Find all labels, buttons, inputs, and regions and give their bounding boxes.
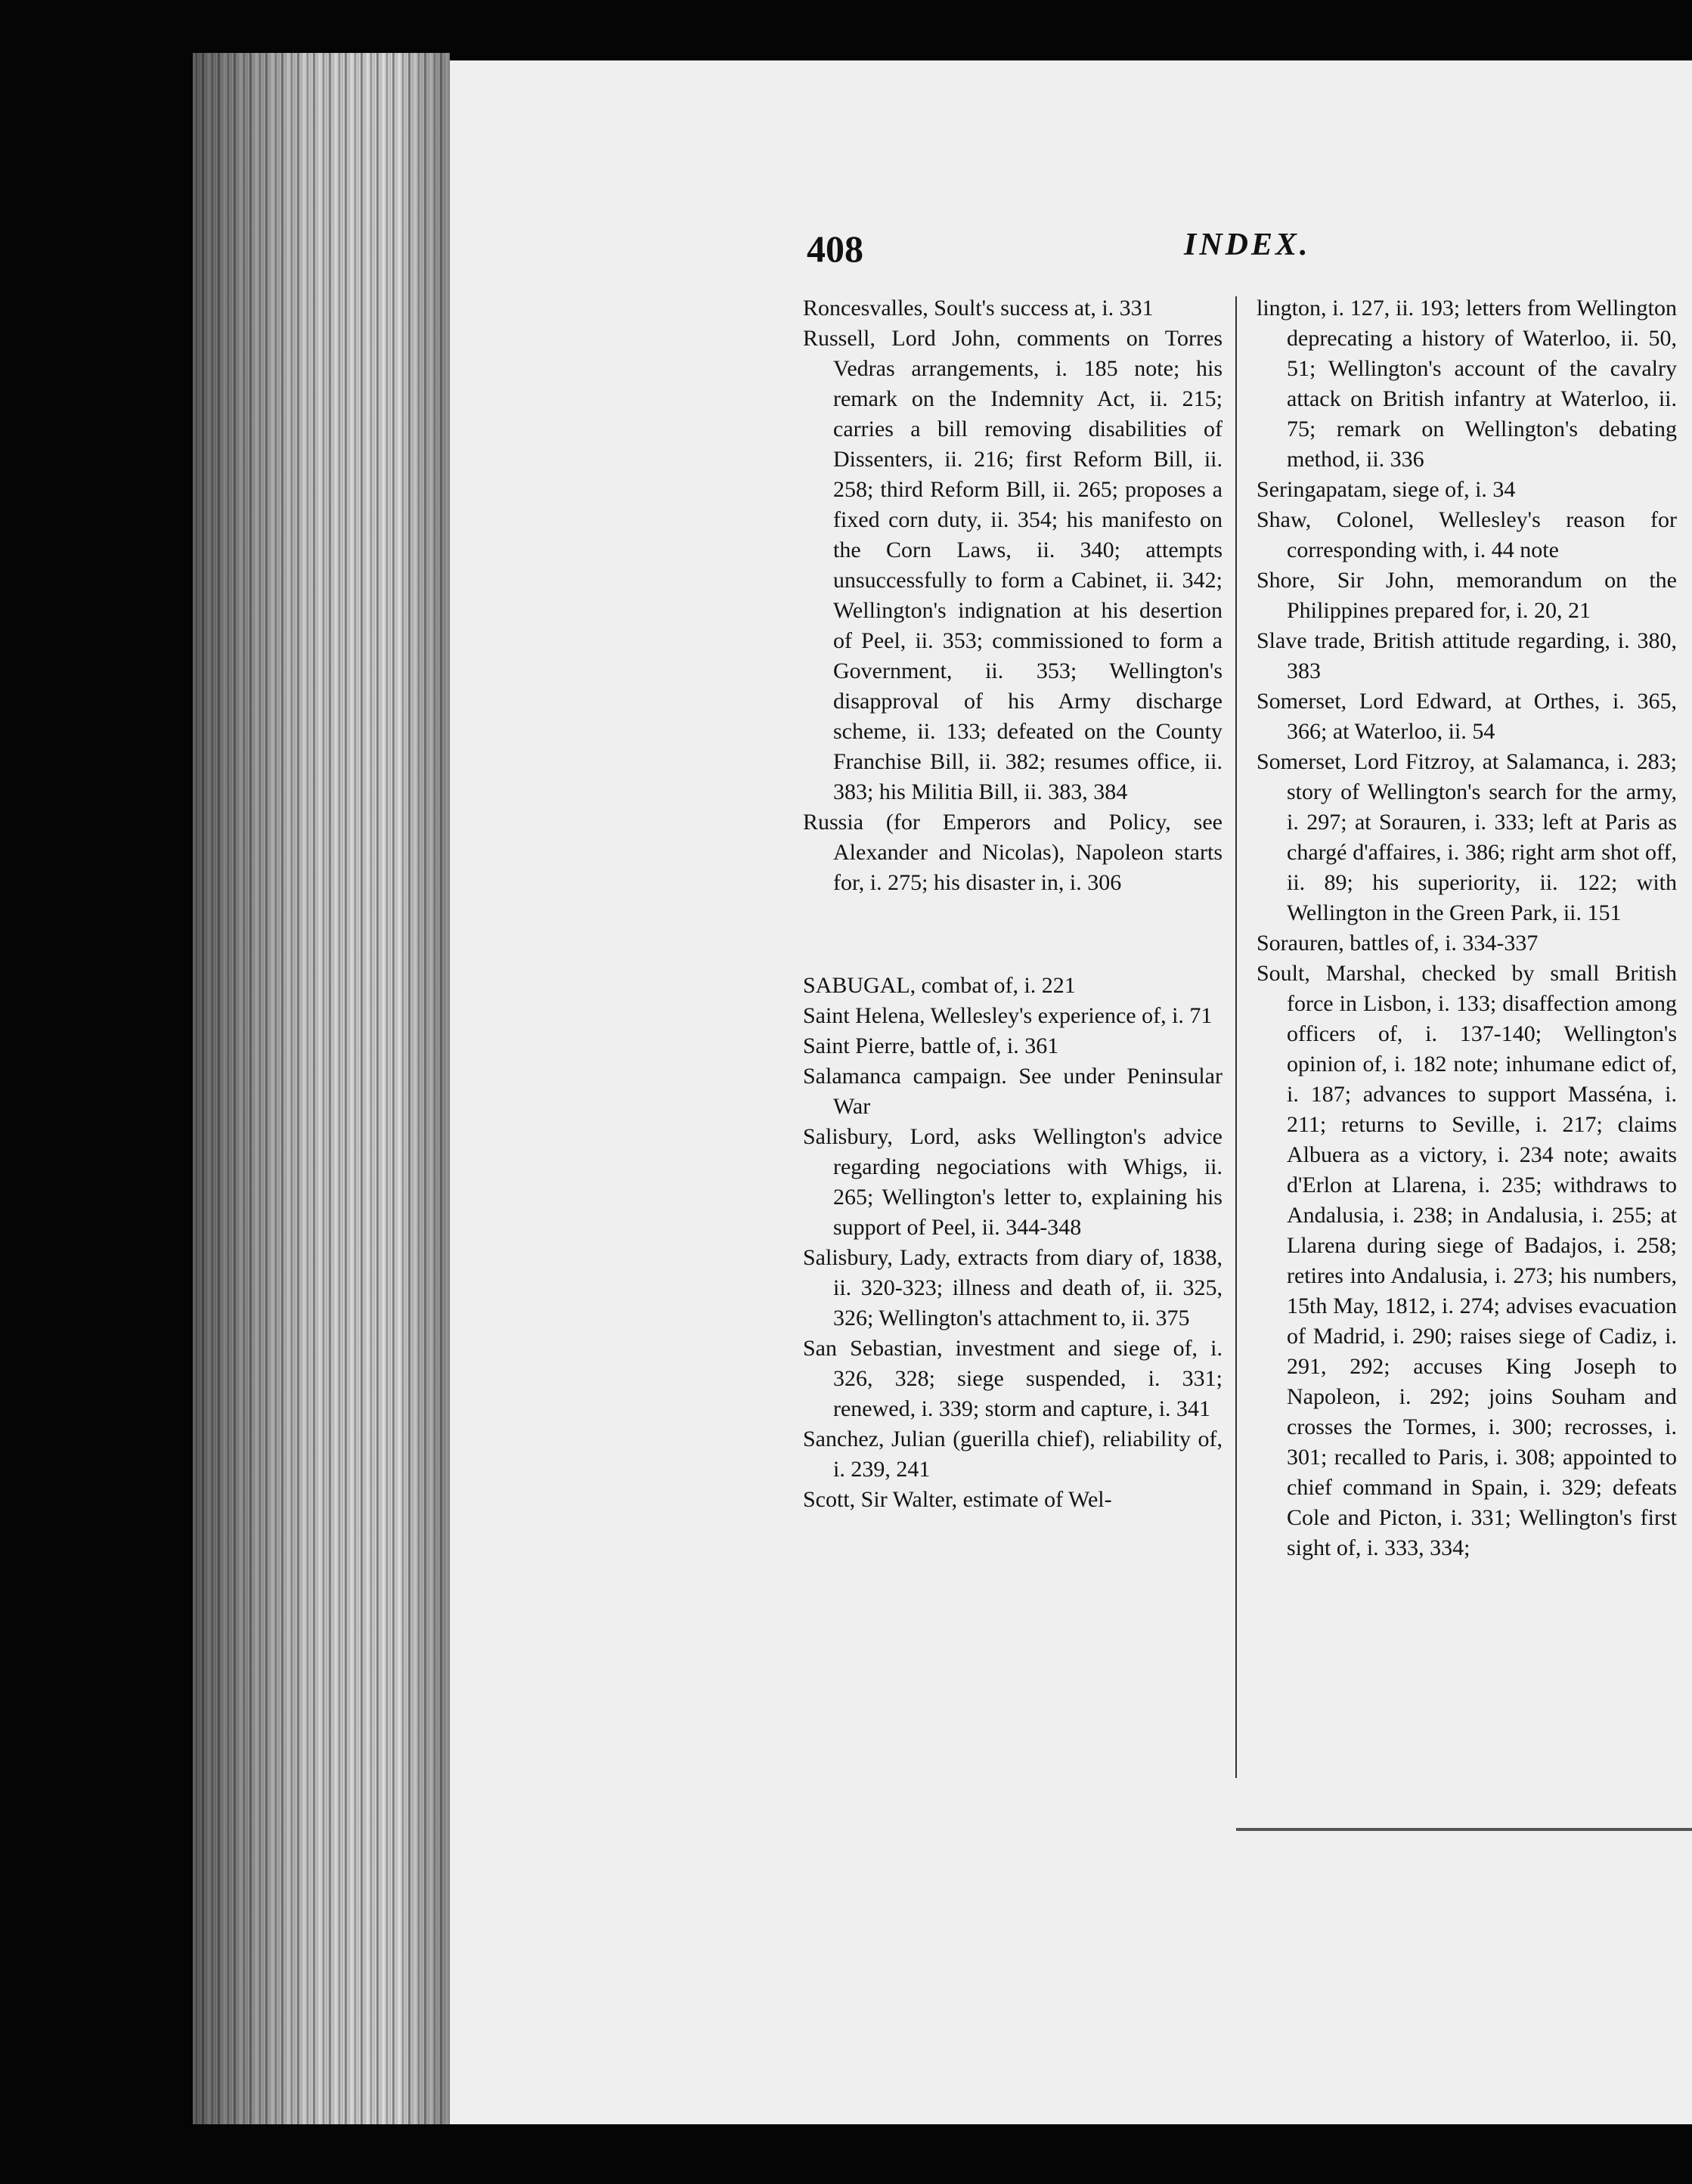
index-entry: Roncesvalles, Soult's success at, i. 331 [803, 296, 1154, 321]
book-edge-shadow [193, 53, 450, 2124]
index-column-left [803, 293, 1223, 1515]
index-entry: Somerset, Lord Edward, at Orthes, i. 365, 366; at Waterloo, ii. 54 [1257, 689, 1677, 744]
page-bottom-rule [1236, 1828, 1692, 1831]
index-entry: Shaw, Colonel, Wellesley's reason for corresponding with, i. 44 note [1257, 507, 1677, 562]
index-column-right [1257, 293, 1677, 1563]
index-entry: Soult, Marshal, checked by small British force in Lisbon, i. 133; disaffection among officers of, i. 137-140; Wellington's opinion of, i. 182 note; inhumane edict of, i. 187; advances to support Masséna, i. 211; returns to Seville, i. 217; claims Albuera as a victory, i. 234 note; awaits d'Erlon at Llarena, i. 235; withdraws to Andalusia, i. 238; in Andalusia, i. 255; at Llarena during siege of Badajos, i. 258; retires into Andalusia, i. 273; his numbers, 15th May, 1812, i. 274; advises evacuation of Madrid, i. 290; raises siege of Cadiz, i. 291, 292; accuses King Joseph to Napoleon, i. 292; joins Souham and crosses the Tormes, i. 300; recrosses, i. 301; recalled to Paris, i. 308; appointed to chief command in Spain, i. 329; defeats Cole and Picton, i. 331; Wellington's first sight of, i. 333, 334; [1257, 961, 1677, 1560]
index-entry: Salisbury, Lord, asks Wellington's advice regarding negociations with Whigs, ii. 265; Wellington's letter to, explaining his support of Peel, ii. 344-348 [803, 1124, 1223, 1240]
index-entry: Slave trade, British attitude regarding, i. 380, 383 [1257, 628, 1677, 683]
index-entry: lington, i. 127, ii. 193; letters from Wellington deprecating a history of Waterloo, ii. 50, 51; Wellington's account of the cavalry attack on British infantry at Waterloo, ii. 75; remark on Wellington's debating method, ii. 336 [1257, 296, 1677, 472]
index-entry: Russell, Lord John, comments on Torres Vedras arrangements, i. 185 note; his remark on the Indemnity Act, ii. 215; carries a bill removing disabilities of Dissenters, ii. 216; first Reform Bill, ii. 258; third Reform Bill, ii. 265; proposes a fixed corn duty, ii. 354; his manifesto on the Corn Laws, ii. 340; attempts unsuccessfully to form a Cabinet, ii. 342; Wellington's indignation at his desertion of Peel, ii. 353; commissioned to form a Government, ii. 353; Wellington's disapproval of his Army discharge scheme, ii. 133; defeated on the County Franchise Bill, ii. 382; resumes office, ii. 383; his Militia Bill, ii. 383, 384 [803, 326, 1223, 804]
index-entry: San Sebastian, investment and siege of, i. 326, 328; siege suspended, i. 331; renewed, i. 339; storm and capture, i. 341 [803, 1336, 1223, 1421]
index-entry: Salamanca campaign. See under Peninsular War [803, 1064, 1223, 1119]
index-entry: SABUGAL, combat of, i. 221 [803, 973, 1076, 998]
index-entry: Saint Helena, Wellesley's experience of, i. 71 [803, 1003, 1213, 1028]
index-entry: Somerset, Lord Fitzroy, at Salamanca, i. 283; story of Wellington's search for the army, i. 297; at Sorauren, i. 333; left at Paris as chargé d'affaires, i. 386; right arm shot off, ii. 89; his superiority, ii. 122; with Wellington in the Green Park, ii. 151 [1257, 749, 1677, 925]
running-head: INDEX. [1184, 228, 1311, 262]
index-entry: Sorauren, battles of, i. 334-337 [1257, 931, 1539, 956]
column-divider [1235, 296, 1237, 1778]
index-entry: Saint Pierre, battle of, i. 361 [803, 1033, 1059, 1058]
index-entry: Scott, Sir Walter, estimate of Wel- [803, 1487, 1112, 1512]
index-entry: Salisbury, Lady, extracts from diary of, 1838, ii. 320-323; illness and death of, ii. 325, 326; Wellington's attachment to, ii. 375 [803, 1245, 1223, 1331]
index-entry: Shore, Sir John, memorandum on the Philippines prepared for, i. 20, 21 [1257, 568, 1677, 623]
page-number: 408 [807, 228, 863, 270]
index-entry: Sanchez, Julian (guerilla chief), reliability of, i. 239, 241 [803, 1427, 1223, 1482]
index-entry: Russia (for Emperors and Policy, see Alexander and Nicolas), Napoleon starts for, i. 275; his disaster in, i. 306 [803, 810, 1223, 895]
index-entry: Seringapatam, siege of, i. 34 [1257, 477, 1516, 502]
